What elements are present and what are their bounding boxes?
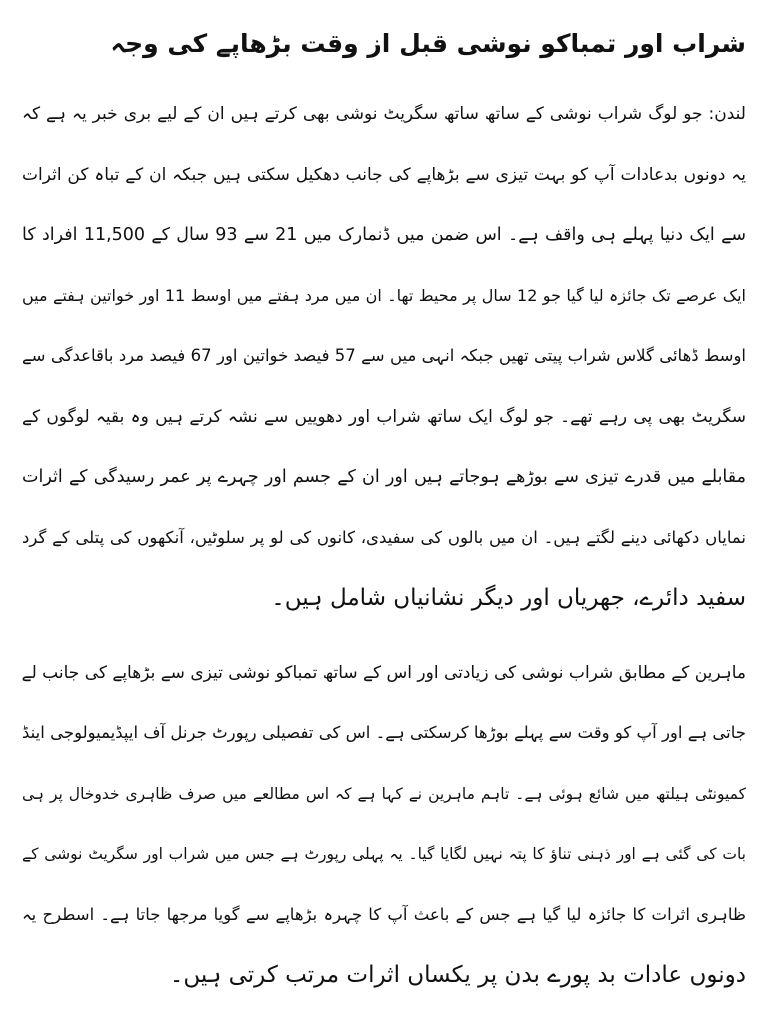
- paragraph-line: جاتی ہے اور آپ کو وقت سے پہلے بوڑھا کرسکتی ہے۔ اس کی تفصیلی رپورٹ جرنل آف ایپڈیمیولوجی اینڈ: [22, 723, 746, 742]
- paragraph-line: یہ دونوں بدعادات آپ کو بہت تیزی سے بڑھاپے کی جانب دھکیل سکتی ہیں جبکہ ان کے تباہ کن اثرات: [22, 164, 746, 185]
- paragraph-line: ظاہری اثرات کا جائزہ لیا گیا ہے جس کے باعث آپ کا چہرہ بڑھاپے سے گویا مرجھا جاتا ہے۔ اسطرح یہ: [22, 904, 746, 924]
- article-paragraph-2: [22, 643, 746, 1006]
- paragraph-line: نمایاں دکھائی دینے لگتے ہیں۔ ان میں بالوں کی سفیدی، کانوں کی لو پر سلوٹیں، آنکھوں کی پتلی کے گرد: [22, 527, 746, 547]
- paragraph-line: سگریٹ بھی پی رہے تھے۔ جو لوگ ایک ساتھ شراب اور دھوییں سے نشہ کرتے ہیں وہ بقیہ لوگوں کے: [22, 406, 746, 427]
- paragraph-line: ایک عرصے تک جائزہ لیا گیا جو 12 سال پر محیط تھا۔ ان میں مرد ہفتے میں اوسط 11 اور خواتین ہفتے میں: [22, 285, 746, 305]
- article-headline: شراب اور تمباکو نوشی قبل از وقت بڑھاپے کی وجہ: [110, 29, 746, 58]
- paragraph-line: بات کی گئی ہے اور ذہنی تناؤ کا پتہ نہیں لگایا گیا۔ یہ پہلی رپورٹ ہے جس میں شراب اور سگریٹ نوشی کے: [22, 845, 746, 863]
- paragraph-line: ماہرین کے مطابق شراب نوشی کی زیادتی اور اس کے ساتھ تمباکو نوشی تیزی سے بڑھاپے کی جانب لے: [22, 662, 746, 683]
- paragraph-line: لندن: جو لوگ شراب نوشی کے ساتھ ساتھ سگریٹ نوشی بھی کرتے ہیں ان کے لیے بری خبر یہ ہے کہ: [22, 104, 746, 124]
- paragraph-line: مقابلے میں قدرے تیزی سے بوڑھے ہوجاتے ہیں اور ان کے جسم اور چہرے پر عمر رسیدگی کے اثرات: [22, 467, 746, 487]
- paragraph-last-line: سفید دائرے، جھریاں اور دیگر نشانیاں شامل ہیں۔: [271, 585, 746, 611]
- article-paragraph-1: [22, 84, 746, 629]
- paragraph-last-line: دونوں عادات بد پورے بدن پر یکساں اثرات مرتب کرتی ہیں۔: [169, 962, 746, 988]
- paragraph-line: اوسط ڈھائی گلاس شراب پیتی تھیں جبکہ انہی میں سے 57 فیصد خواتین اور 67 فیصد مرد باقاعدگی سے: [22, 346, 746, 365]
- paragraph-line: کمیونٹی ہیلتھ میں شائع ہوئی ہے۔ تاہم ماہرین نے کہا ہے کہ اس مطالعے میں صرف ظاہری خدوخال پر ہی: [22, 784, 746, 803]
- paragraph-line: سے ایک دنیا پہلے ہی واقف ہے۔ اس ضمن میں ڈنمارک میں 21 سے 93 سال کے 11,500 افراد کا: [22, 225, 746, 245]
